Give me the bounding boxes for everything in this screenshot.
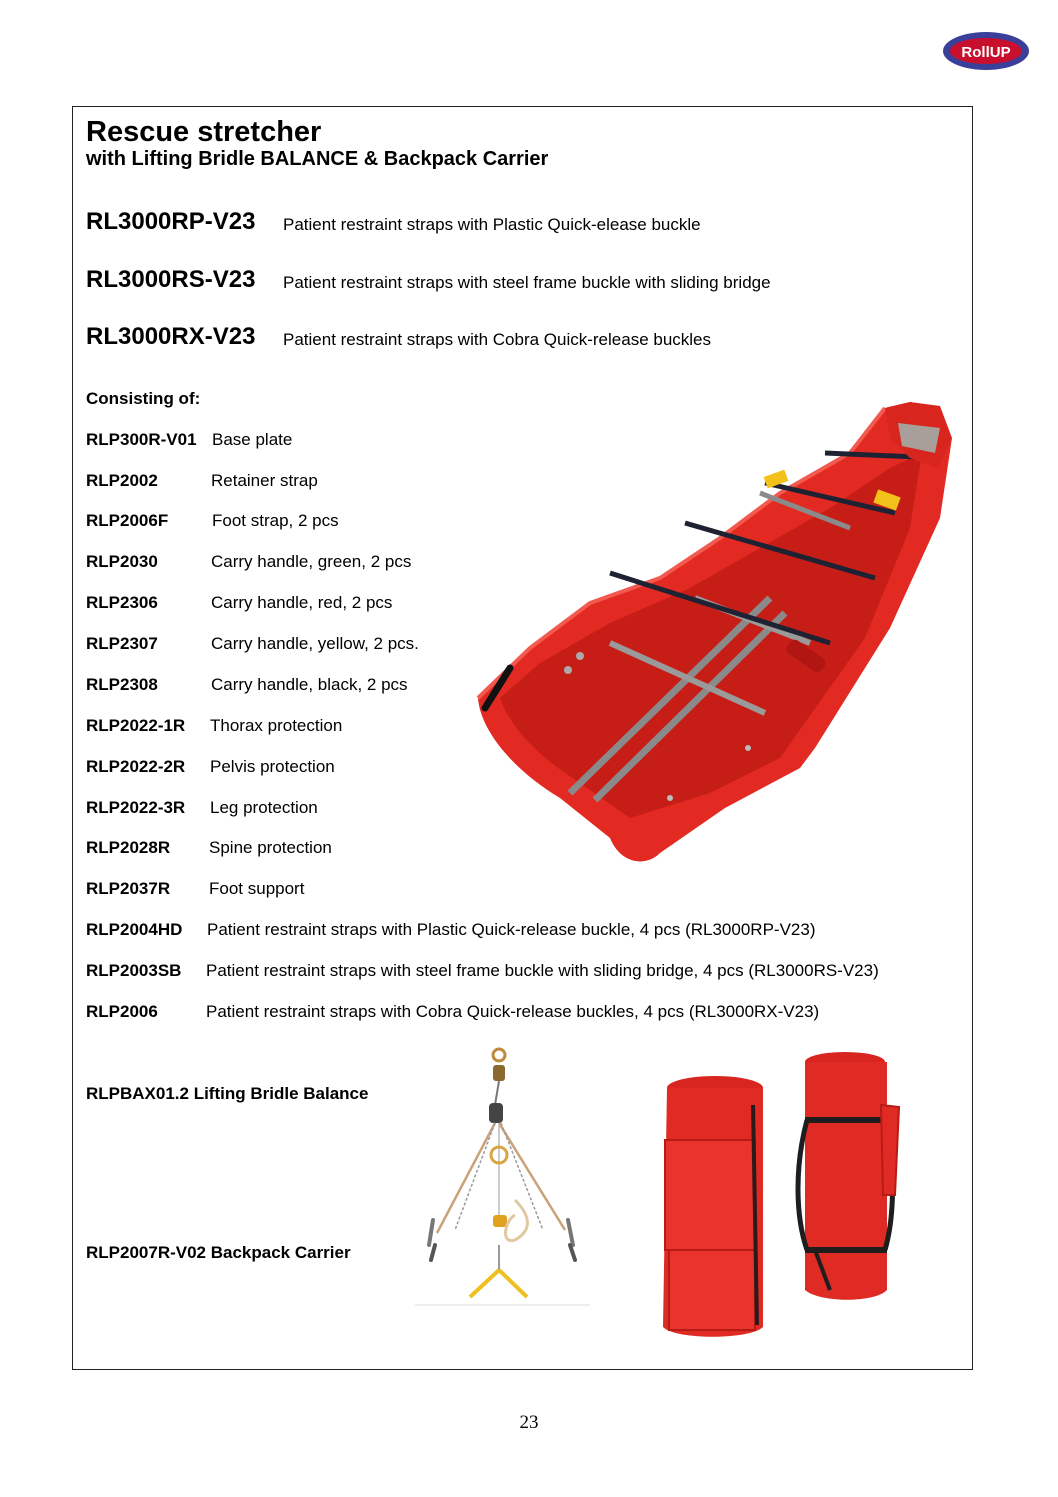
page-subtitle: with Lifting Bridle BALANCE & Backpack Carrier [86, 148, 549, 170]
part-name: Patient restraint straps with Plastic Quick-release buckle, 4 pcs (RL3000RP-V23) [207, 920, 816, 939]
variant-description: Patient restraint straps with Cobra Quick-release buckles [283, 330, 712, 349]
part-name: Foot strap, 2 pcs [212, 511, 339, 530]
part-name: Carry handle, yellow, 2 pcs. [211, 634, 419, 653]
variant-code: RL3000RX-V23 [86, 323, 256, 350]
part-code: RLP2037R [86, 879, 171, 898]
rollup-logo [941, 30, 1031, 72]
part-code: RLP2006 [86, 1002, 158, 1021]
page-title: Rescue stretcher [86, 116, 322, 148]
lifting-bridle-image [415, 1045, 590, 1307]
part-code: RLP2308 [86, 675, 158, 694]
part-code: RLP2307 [86, 634, 158, 653]
part-code: RLP2022-1R [86, 716, 186, 735]
part-name: Thorax protection [210, 716, 343, 735]
part-name: Carry handle, red, 2 pcs [211, 593, 393, 612]
part-name: Pelvis protection [210, 757, 335, 776]
part-name: Carry handle, green, 2 pcs [211, 552, 412, 571]
stretcher-image [470, 398, 960, 873]
part-name: Base plate [212, 430, 293, 449]
part-code: RLP2003SB [86, 961, 182, 980]
accessory-backpack-label: RLP2007R-V02 Backpack Carrier [86, 1243, 351, 1262]
part-code: RLP300R-V01 [86, 430, 197, 449]
part-code: RLP2028R [86, 838, 171, 857]
part-name: Carry handle, black, 2 pcs [211, 675, 408, 694]
consisting-label: Consisting of: [86, 389, 201, 408]
accessory-lifting-bridle-label: RLPBAX01.2 Lifting Bridle Balance [86, 1084, 369, 1103]
part-code: RLP2004HD [86, 920, 183, 939]
part-name: Retainer strap [211, 471, 318, 490]
variant-description: Patient restraint straps with Plastic Quick-elease buckle [283, 215, 701, 234]
part-code: RLP2022-3R [86, 798, 186, 817]
part-name: Leg protection [210, 798, 318, 817]
variant-code: RL3000RS-V23 [86, 266, 256, 293]
part-name: Foot support [209, 879, 305, 898]
backpack-carrier-image [655, 1045, 905, 1343]
part-code: RLP2306 [86, 593, 158, 612]
variant-code: RL3000RP-V23 [86, 208, 256, 235]
part-name: Patient restraint straps with steel frame buckle with sliding bridge, 4 pcs (RL3000RS-V23) [206, 961, 879, 980]
page-number: 23 [519, 1412, 539, 1433]
svg-text:RollUP: RollUP [961, 44, 1011, 61]
part-code: RLP2006F [86, 511, 169, 530]
part-name: Patient restraint straps with Cobra Quick-release buckles, 4 pcs (RL3000RX-V23) [206, 1002, 820, 1021]
part-name: Spine protection [209, 838, 332, 857]
part-code: RLP2022-2R [86, 757, 186, 776]
part-code: RLP2030 [86, 552, 158, 571]
part-code: RLP2002 [86, 471, 158, 490]
variant-description: Patient restraint straps with steel frame buckle with sliding bridge [283, 273, 771, 292]
